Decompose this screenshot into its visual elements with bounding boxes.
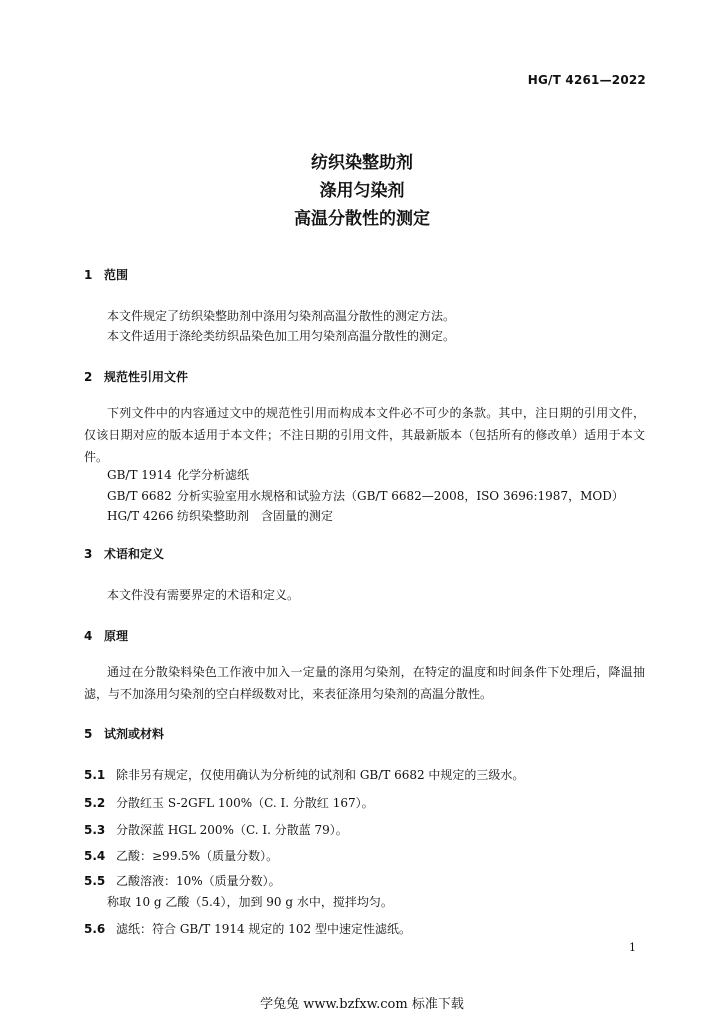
clause-text: 乙酸：≥99.5%（质量分数）。 [116,849,279,863]
clause-number: 5.3 [84,823,106,837]
page-number: 1 [629,941,636,954]
clause-5-5-detail: 称取 10 g 乙酸（5.4），加到 90 g 水中，搅拌均匀。 [107,895,393,909]
clause-number: 5.6 [84,922,106,936]
section-2-heading [84,368,188,385]
clause-text: 滤纸：符合 GB/T 1914 规定的 102 型中速定性滤纸。 [116,922,411,936]
normative-reference [107,507,333,524]
section-3-paragraph: 本文件没有需要界定的术语和定义。 [107,588,300,602]
title-line-2: 涤用匀染剂 [319,181,405,201]
reference-code: HG/T 4266 [107,509,174,523]
reference-title: 分析实验室用水规格和试验方法（GB/T 6682—2008，ISO 3696:1987，MOD） [177,489,624,503]
clause-5-2 [84,794,374,811]
section-4-paragraph: 通过在分散染料染色工作液中加入一定量的涤用匀染剂，在特定的温度和时间条件下处理后，降温抽滤，与不加涤用匀染剂的空白样级数对比，来表征涤用匀染剂的高温分散性。 [84,665,645,701]
clause-text: 分散红玉 S-2GFL 100%（C. I. 分散红 167）。 [116,796,374,810]
clause-5-3 [84,821,348,838]
section-1-paragraph-1: 本文件规定了纺织染整助剂中涤用匀染剂高温分散性的测定方法。 [107,309,456,323]
section-4-heading [84,627,128,644]
section-number: 4 [84,629,93,643]
section-title: 范围 [104,268,129,282]
clause-text: 分散深蓝 HGL 200%（C. I. 分散蓝 79）。 [116,823,348,837]
section-number: 3 [84,547,93,561]
clause-number: 5.2 [84,796,106,810]
title-line-3: 高温分散性的测定 [294,209,430,229]
section-number: 5 [84,727,93,741]
clause-5-1 [84,766,524,783]
section-3-heading [84,545,164,562]
clause-text: 乙酸溶液：10%（质量分数）。 [116,874,281,888]
section-5-heading [84,725,164,742]
section-1-paragraph-2: 本文件适用于涤纶类纺织品染色加工用匀染剂高温分散性的测定。 [107,329,456,343]
section-2-paragraph: 下列文件中的内容通过文中的规范性引用而构成本文件必不可少的条款。其中，注日期的引用文件，仅该日期对应的版本适用于本文件；不注日期的引用文件，其最新版本（包括所有的修改单）适用于本文件。 [84,406,645,464]
section-number: 2 [84,370,93,384]
section-title: 原理 [104,629,129,643]
clause-text: 除非另有规定，仅使用确认为分析纯的试剂和 GB/T 6682 中规定的三级水。 [116,768,525,782]
title-line-1: 纺织染整助剂 [311,153,413,173]
clause-number: 5.1 [84,768,106,782]
document-code: HG/T 4261—2022 [527,73,646,87]
clause-5-4 [84,847,278,864]
clause-5-6 [84,920,411,937]
clause-number: 5.4 [84,849,106,863]
clause-5-5 [84,872,281,889]
section-title: 术语和定义 [104,547,165,561]
section-number: 1 [84,268,93,282]
section-title: 试剂或材料 [104,727,165,741]
normative-reference [107,466,249,483]
section-title: 规范性引用文件 [104,370,189,384]
reference-code: GB/T 6682 [107,489,172,503]
reference-title: 化学分析滤纸 [177,468,250,482]
footer-watermark: 学兔兔 www.bzfxw.com 标准下载 [260,997,464,1012]
reference-code: GB/T 1914 [107,468,172,482]
normative-reference [107,487,624,504]
section-1-heading [84,266,128,283]
reference-title: 纺织染整助剂 含固量的测定 [177,509,334,523]
clause-number: 5.5 [84,874,106,888]
